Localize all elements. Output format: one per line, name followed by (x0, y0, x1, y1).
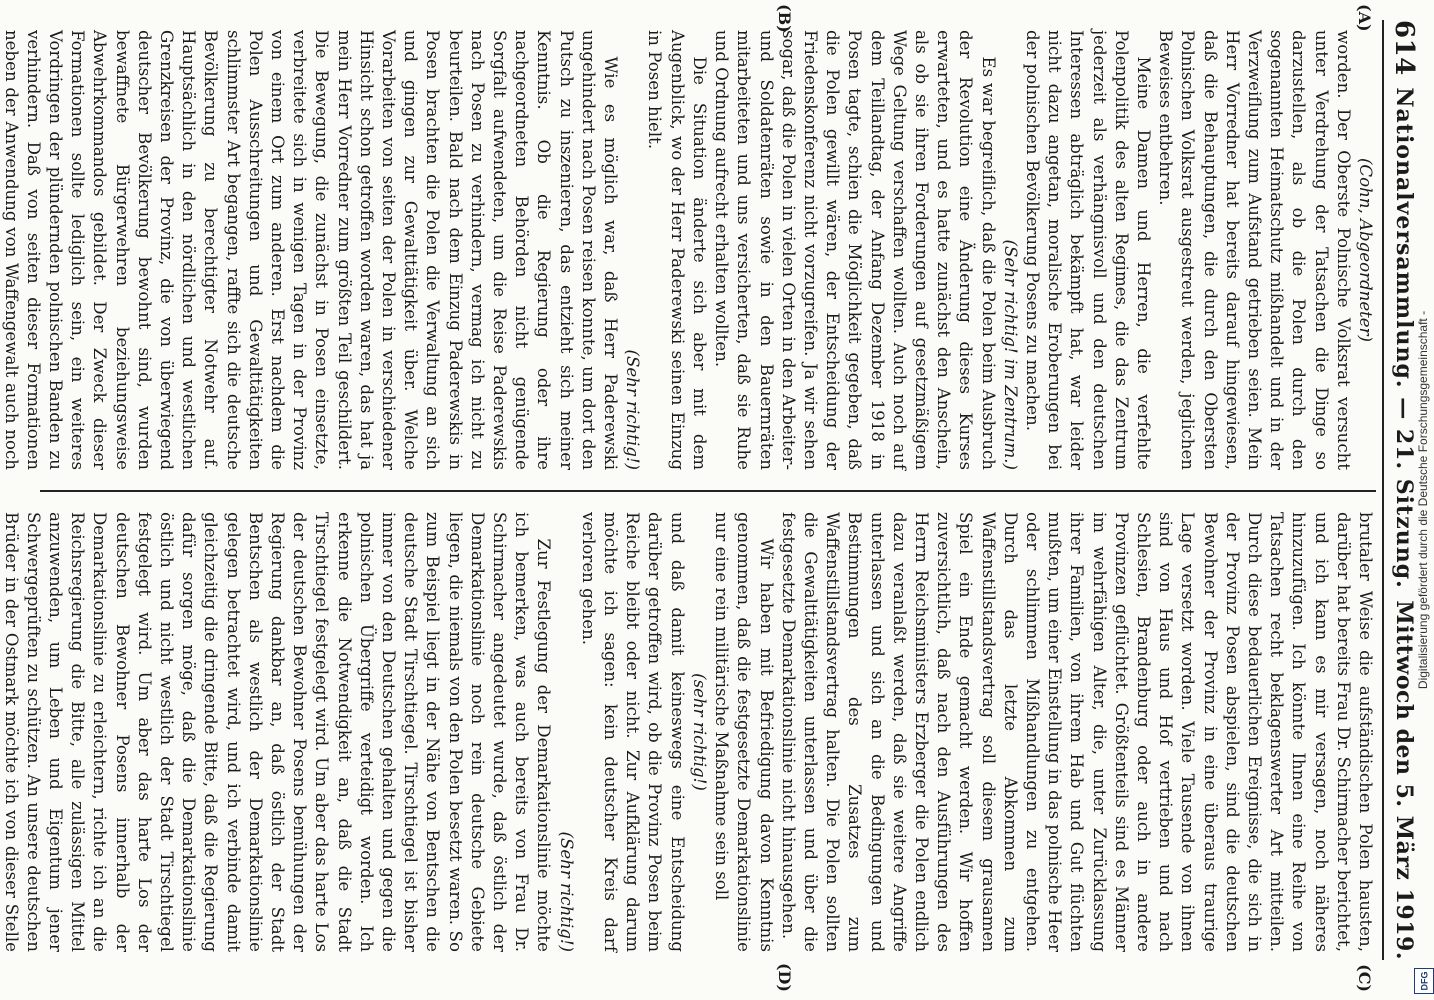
paragraph: Die Situation änderte sich aber mit dem Augenblick, wo der Herr Paderewski seinen Einzug in Posen hielt. (645, 30, 709, 470)
paragraph: Zur Festlegung der Demarkationslinie möchte ich bemerken, was auch bereits von Frau Dr. Schirmacher angedeutet wurde, daß östlich der Demarkationslinie noch rein deutsche Gebiete liegen, die niemals von den Polen besetzt waren. So zum Beispiel liegt in der Nähe von Bentschen die deutsche Stadt Tirschtiegel. Tirschtiegel ist bisher immer von den Deutschen gehalten und gegen die polnischen Übergriffe verteidigt worden. Ich erkenne die Notwendigkeit an, daß die Stadt Tirschtiegel festgelegt wird. Um aber das harte Los der deutschen Bewohner Posens bemühungen der Regierung dankbar an, daß östlich der Stadt Bentschen als westlich der Demarkationslinie gelegen betrachtet wird, und ich verbinde damit gleichzeitig die dringende Bitte, daß die Regierung dafür sorgen möge, daß die Demarkationslinie östlich und nicht westlich der Stadt Tirschtiegel festgelegt wird. Um aber das harte Los der deutschen Bewohner Posens innerhalb der Demarkationslinie zu erleichtern, richte ich an die Reichsregierung die Bitte, alle zulässigen Mittel anzuwenden, um Leben und Eigentum jener Schwergeprüften zu schützen. An unsere deutschen Brüder in der Ostmark möchte ich von dieser Stelle (1, 512, 554, 952)
interjection: (Sehr richtig! im Zentrum.) (1000, 239, 1020, 470)
speaker-name: (Cohn, Abgeordneter) (1356, 157, 1375, 343)
session-title: Nationalversammlung. — 21. Sitzung. (1391, 87, 1417, 589)
interjection: (sehr richtig!) (689, 673, 709, 791)
dfg-logo (1414, 968, 1434, 994)
left-column (1, 30, 1376, 470)
column-divider (40, 490, 1376, 492)
paragraph: Es war begreiflich, daß die Polen beim Ausbruch der Revolution eine Änderung dieses Kurses erwarteten, und es hatte zunächst den Anschein, als ob sie ihren Forderungen auf gesetzmäßigem Wege Geltung verschaffen wollten. Auch noch auf dem Teillandtag, der Anfang Dezember 1918 in Posen tagte, schien die Möglichkeit gegeben, daß die Polen gewillt wären, der Entscheidung der Friedenskonferenz nicht vorzugreifen. Ja wir sehen sogar, daß die Polen in vielen Orten in den Arbeiter- und Soldatenräten sowie in den Bauernräten mitarbeiteten und uns versicherten, daß sie Ruhe und Ordnung aufrecht erhalten wollten. (712, 30, 998, 470)
margin-letter-c: (C) (1355, 964, 1374, 992)
paragraph: brutaler Weise die aufständischen Polen hausten, darüber hat bereits Frau Dr. Schirmacher berichtet, und ich kann es mir versagen, noch näheres hinzuzufügen. Ich könnte Ihnen eine Reihe von Tatsachen recht beklagenswerter Art mitteilen. Durch diese bedauerlichen Ereignisse, die sich in der Provinz Posen abspielen, sind die deutschen Bewohner der Provinz in eine überaus traurige Lage versetzt worden. Viele Tausende von ihnen sind von Haus und Hof vertrieben und nach Schlesien, Brandenburg oder auch in andere Provinzen geflüchtet. Größtenteils sind es Männer im wehrfähigen Alter, die, unter Zurücklassung ihrer Familien, von ihrem Hab und Gut flüchten mußten, um einer Einstellung in das polnische Heer oder schlimmen Mißhandlungen zu entgehen. Durch das letzte Abkommen zum Waffenstillstandsvertrag soll diesem grausamen Spiel ein Ende gemacht werden. Wir hoffen zuversichtlich, daß nach den Ausführungen des Herrn Reichsministers Erzberger die Polen endlich dazu veranlaßt werden, daß sie weitere Angriffe unterlassen und sich an die Bedingungen und Bestimmungen des Zusatzes zum Waffenstillstandsvertrag halten. Die Polen sollten die Gewalttätigkeiten unterlassen und über die festgesetzte Demarkationslinie nicht hinausgehen. (778, 512, 1375, 952)
footer-text: Digitalisierung gefördert durch die Deutsche Forschungsgemeinschaft - (1416, 310, 1431, 690)
paragraph: Wie es möglich war, daß Herr Paderewski ungehindert nach Posen reisen konnte, um dort den Putsch zu inszenieren, das entzieht sich meiner Kenntnis. Ob die Regierung oder ihre nachgeordneten Behörden nicht genügende Sorgfalt aufwendeten, um die Reise Paderewskis nach Posen zu verhindern, vermag ich nicht zu beurteilen. Bald nach dem Einzug Paderewskis in Posen brachten die Polen die Verwaltung an sich und gingen zur Gewalttätigkeit über. Welche Vorarbeiten von seiten der Polen in verschiedener Hinsicht schon getroffen worden waren, das hat ja mein Herr Vorredner zum größten Teil geschildert. Die Bewegung, die zunächst in Posen einsetzte, verbreitete sich in wenigen Tagen in der Provinz von einem Ort zum anderen. Erst nachdem die Polen Ausschreitungen und Gewalttätigkeiten schlimmster Art begangen, raffte sich die deutsche Bevölkerung zu berechtigter Notwehr auf. Hauptsächlich in den nördlichen und westlichen Grenzkreisen der Provinz, die von überwiegend deutscher Bevölkerung bewohnt sind, wurden bewaffnete Bürgerwehren beziehungsweise Abwehrkommandos gebildet. Der Zweck dieser Formationen sollte lediglich sein, ein weiteres Vordringen der plündernden polnischen Banden zu verhindern. Daß von seiten dieser Formationen neben der Anwendung von Waffengewalt auch noch (1, 30, 621, 470)
margin-letter-a: (A) (1355, 4, 1374, 32)
page-number: 614 (1389, 20, 1419, 76)
header-rule (1382, 20, 1384, 960)
session-date: Mittwoch den 5. März 1919. (1391, 600, 1417, 960)
margin-letter-d: (D) (775, 962, 794, 992)
paragraph: Meine Damen und Herren, die verfehlte Polenpolitik des alten Regimes, die das Zentrum jederzeit als verhängnisvoll und den deutschen Interessen abträglich bekämpft hat, war leider nicht dazu angetan, moralische Eroberungen bei der polnischen Bevölkerung Posens zu machen. (1022, 30, 1153, 470)
paragraph: Wir haben mit Befriedigung davon Kenntnis genommen, daß die festgesetzte Demarkationslinie nur eine rein militärische Maßnahme sein soll (712, 512, 776, 952)
interjection: (Sehr richtig!) (556, 831, 576, 952)
paragraph: worden. Der Oberste Polnische Volksrat versucht unter Verdrehung der Tatsachen die Dinge so darzustellen, als ob die Polen durch den sogenannten Heimatschutz mißhandelt und in der Verzweiflung zum Aufstand getrieben seien. Mein Herr Vorredner hat bereits darauf hingewiesen, daß die Behauptungen, die durch den Obersten Polnischen Volksrat ausgestreut werden, jeglichen Beweises entbehren. (1156, 30, 1353, 470)
interjection: (Sehr richtig!) (623, 349, 643, 470)
right-column (1, 512, 1376, 952)
paragraph: und daß damit keineswegs eine Entscheidung darüber getroffen wird, ob die Provinz Posen beim Reiche bleibt oder nicht. Zur Aufklärung darum möchte ich sagen: kein deutscher Kreis darf verloren gehen. (578, 512, 687, 952)
margin-letter-b: (B) (775, 4, 794, 33)
dfg-logo-text: DFG (1419, 971, 1429, 991)
digitization-footer (1412, 0, 1434, 1000)
